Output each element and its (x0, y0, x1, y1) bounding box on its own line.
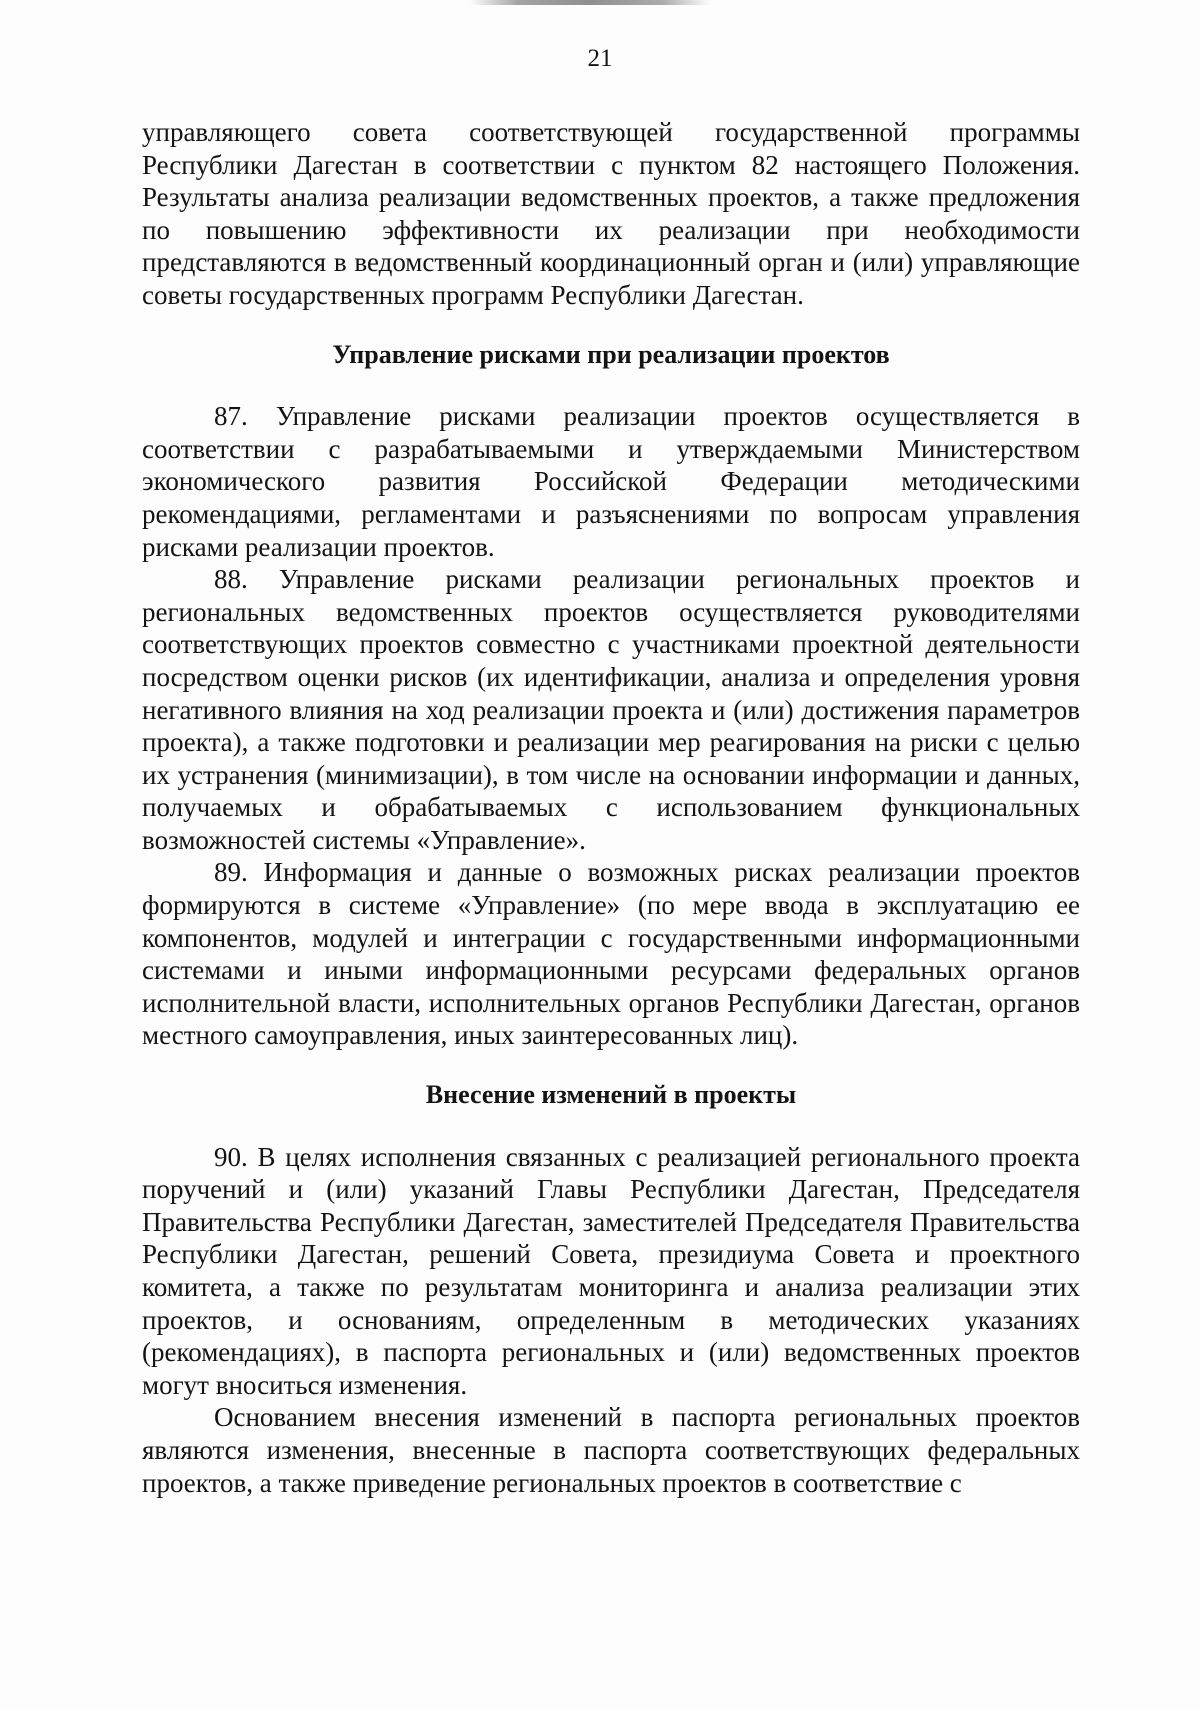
spacer (142, 1112, 1080, 1141)
scan-artifact (470, 0, 710, 5)
paragraph-grounds-for-changes: Основанием внесения изменений в паспорта региональных проектов являются изменения, внесенные в паспорта соответствующих федеральных проектов, а также приведение региональных проектов в соответствие с (142, 1402, 1080, 1498)
paragraph-88: 88. Управление рисками реализации региональных проектов и региональных ведомственных проектов осуществляется руководителями соответствующих проектов совместно с участниками проектной деятельности посредством оценки рисков (их идентификации, анализа и определения уровня негативного влияния на ход реализации проекта и (или) достижения параметров проекта), а также подготовки и реализации мер реагирования на риски с целью их устранения (минимизации), в том числе на основании информации и данных, получаемых и обрабатываемых с использованием функциональных возможностей системы «Управление». (142, 564, 1080, 855)
page-number: 21 (587, 45, 613, 72)
document-body (142, 116, 1080, 1499)
spacer (142, 1052, 1080, 1079)
section-heading-risk-management: Управление рисками при реализации проектов (332, 339, 890, 369)
paragraph-90: 90. В целях исполнения связанных с реализацией регионального проекта поручений и (или) указаний Главы Республики Дагестан, Председателя Правительства Республики Дагестан, заместителей Председателя Правительства Республики Дагестан, решений Совета, президиума Совета и проектного комитета, а также по результатам мониторинга и анализа реализации этих проектов, и основаниям, определенным в методических указаниях (рекомендациях), в паспорта региональных и (или) ведомственных проектов могут вноситься изменения. (142, 1141, 1080, 1400)
spacer (142, 312, 1080, 339)
paragraph-87: 87. Управление рисками реализации проектов осуществляется в соответствии с разрабатываемыми и утверждаемыми Министерством экономического развития Российской Федерации методическими рекомендациями, регламентами и разъяснениями по вопросам управления рисками реализации проектов. (142, 401, 1080, 562)
spacer (142, 371, 1080, 400)
section-heading-project-changes: Внесение изменений в проекты (425, 1080, 797, 1110)
paragraph-continuation: управляющего совета соответствующей государственной программы Республики Дагестан в соответствии с пунктом 82 настоящего Положения. Результаты анализа реализации ведомственных проектов, а также предложения по повышению эффективности их реализации при необходимости представляются в ведомственный координационный орган и (или) управляющие советы государственных программ Республики Дагестан. (142, 117, 1080, 310)
paragraph-89: 89. Информация и данные о возможных рисках реализации проектов формируются в системе «Управление» (по мере ввода в эксплуатацию ее компонентов, модулей и интеграции с государственными информационными системами и иными информационными ресурсами федеральных органов исполнительной власти, исполнительных органов Республики Дагестан, органов местного самоуправления, иных заинтересованных лиц). (142, 857, 1080, 1051)
